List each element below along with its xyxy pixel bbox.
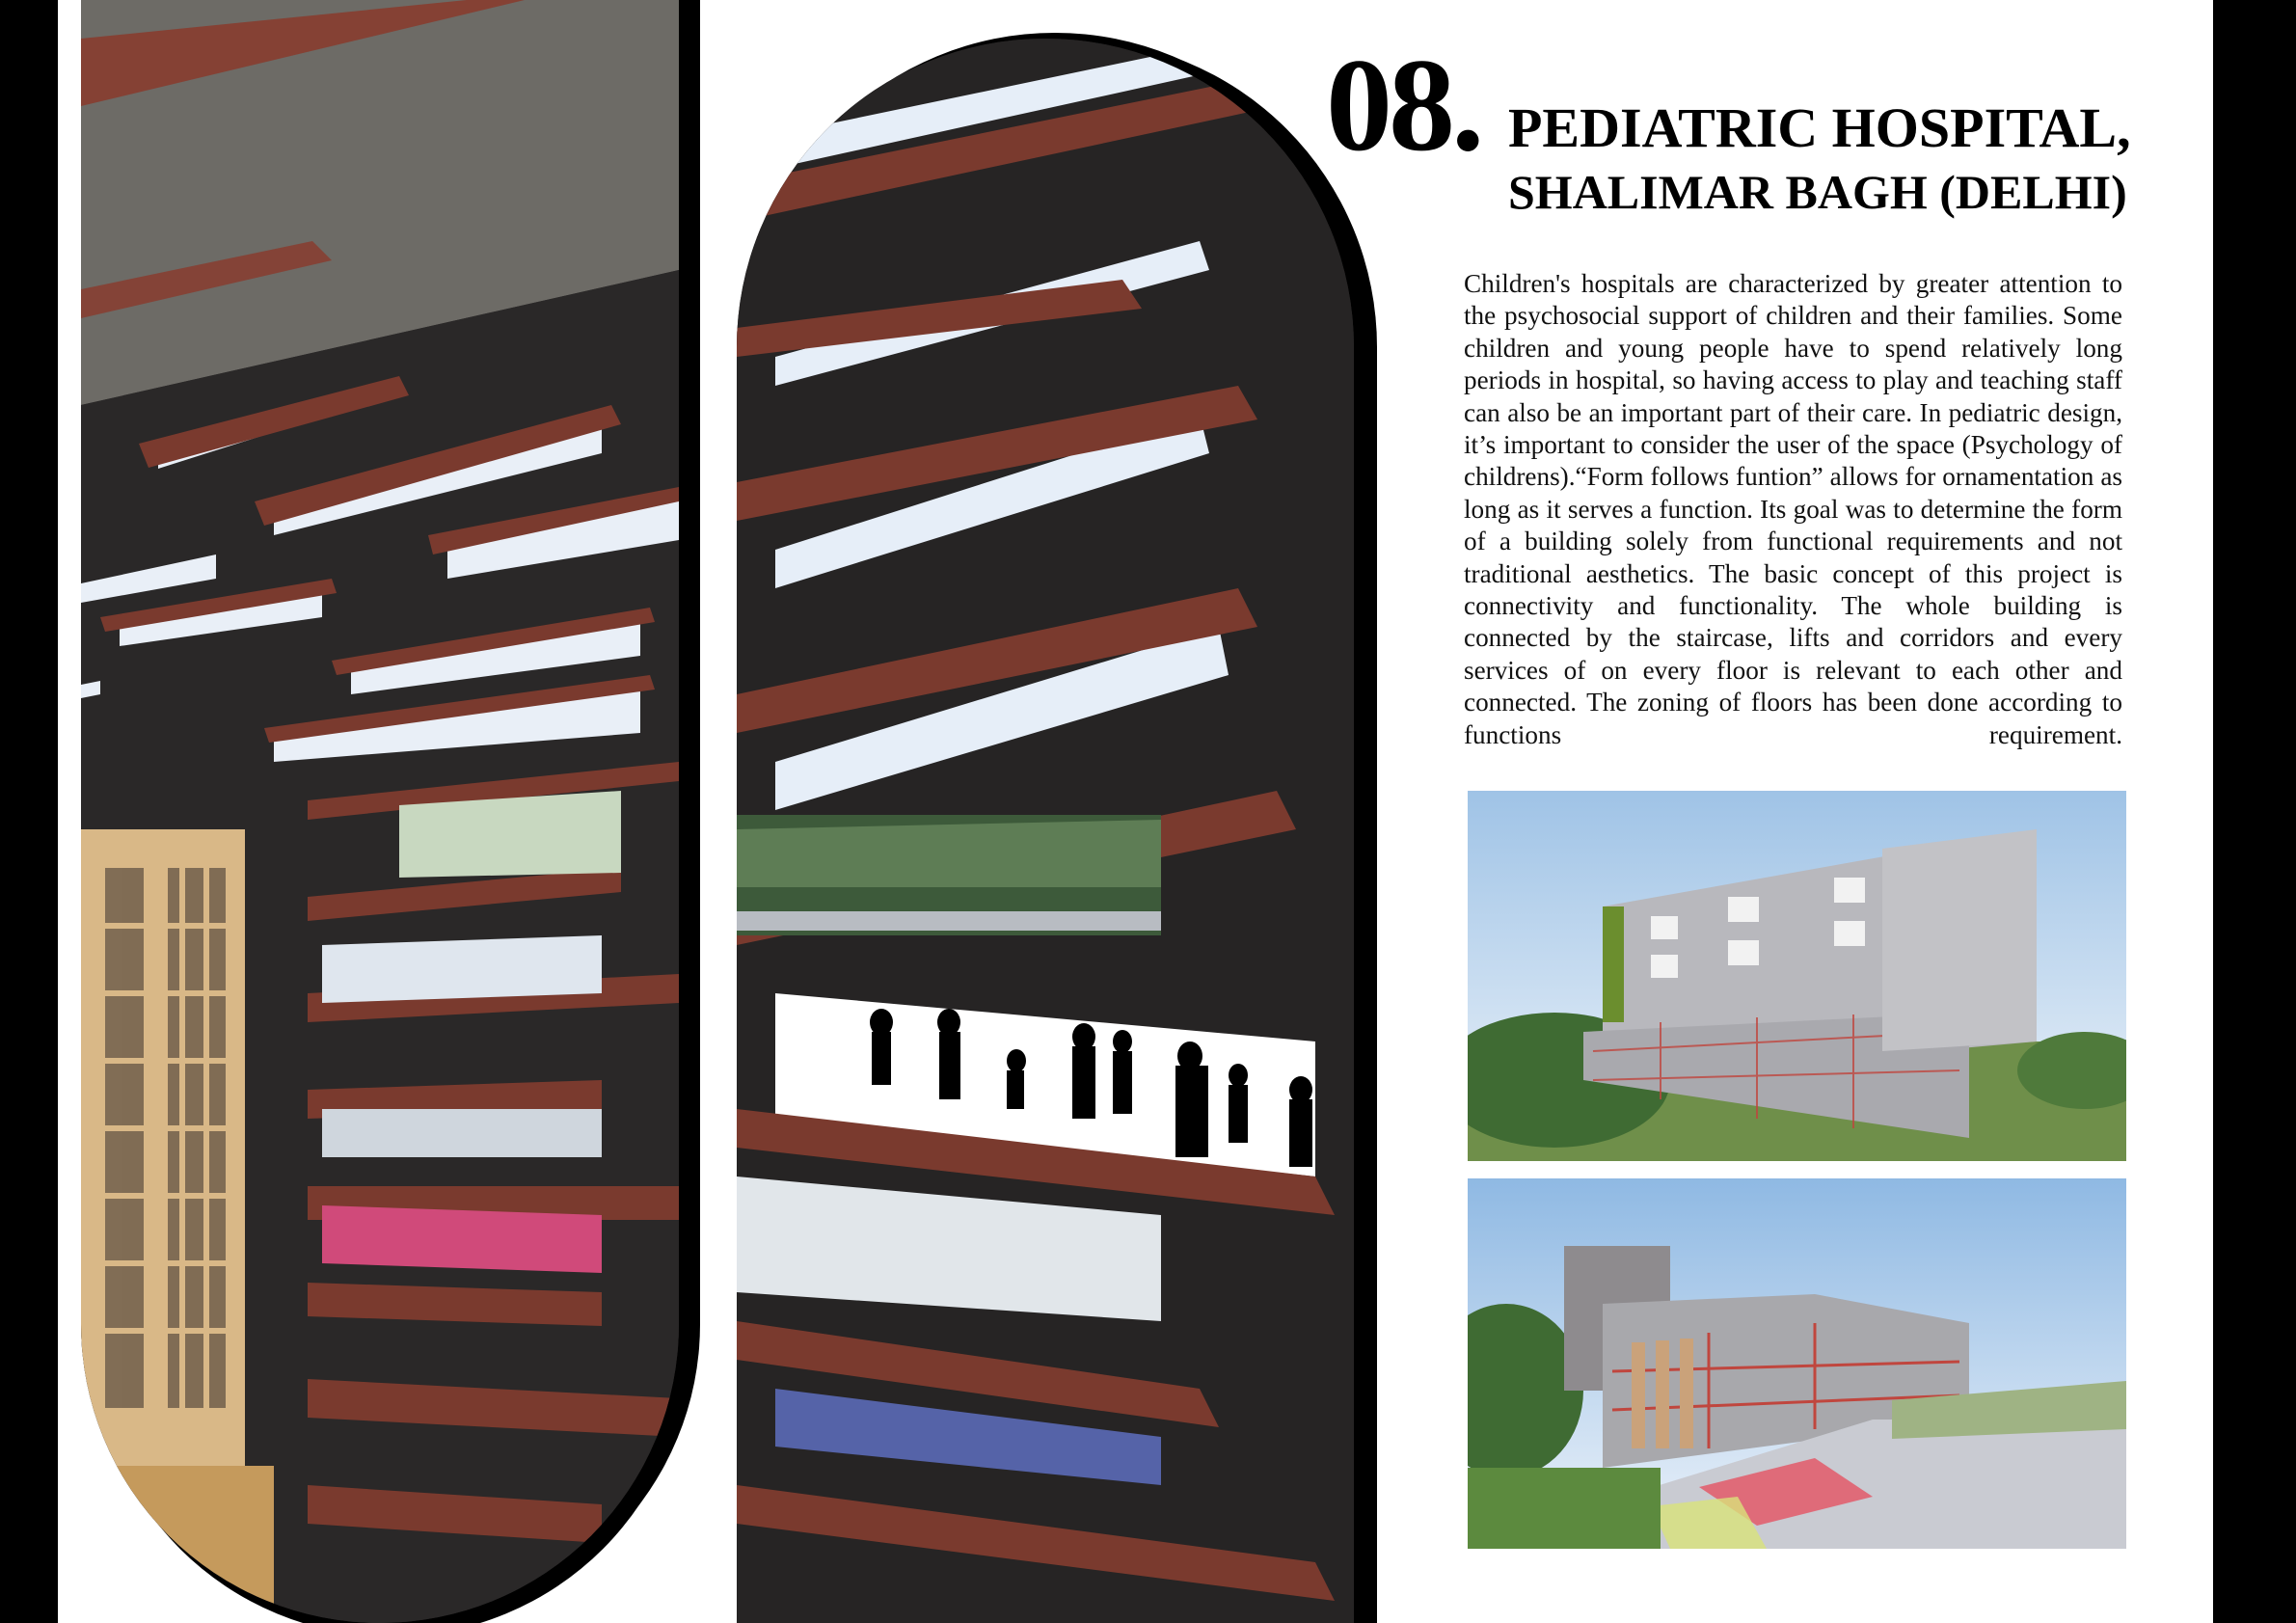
interior-render-left bbox=[81, 0, 679, 1623]
project-title: PEDIATRIC HOSPITAL, bbox=[1508, 96, 2131, 159]
exterior-render-2 bbox=[1468, 1178, 2126, 1549]
project-location: SHALIMAR BAGH (DELHI) bbox=[1508, 165, 2127, 219]
louvre-render-middle bbox=[737, 39, 1354, 1623]
project-number: 08. bbox=[1326, 31, 1481, 178]
exterior-render-1 bbox=[1468, 791, 2126, 1161]
right-frame-bar bbox=[2213, 0, 2296, 1623]
project-description: Children's hospitals are characterized by greater attention to the psychosocial support of children and their families. Some children and young people have to spend relatively long periods in hospital, so having access to play and teaching staff can also be an important part of their care. In pediatric design, it’s important to consider the user of the space (Psychology of childrens).“Form follows funtion” allows for ornamentation as long as it serves a function. Its goal was to determine the form of a building solely from functional requirements and not traditional aesthetics. The basic concept of this project is connectivity and functionality. The whole building is connected by the staircase, lifts and corridors and every services of on every floor is relevant to each other and connected. The zoning of floors has been done according to functions requirement. bbox=[1464, 269, 2122, 749]
left-frame-bar bbox=[0, 0, 58, 1623]
